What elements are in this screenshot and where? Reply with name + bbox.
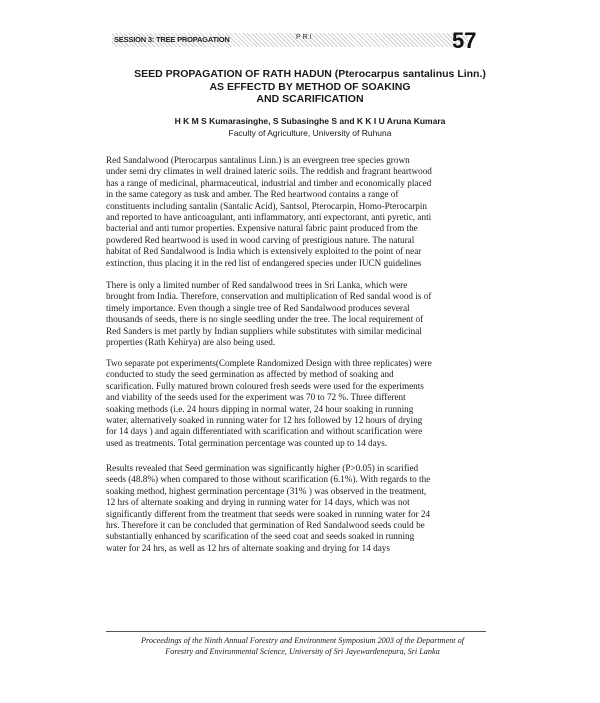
paragraph-line: conducted to study the seed germination as affected by method of soaking and [106,369,394,380]
paragraph-line: soaking method, highest germination percentage (31% ) was observed in the treatment, [106,485,427,496]
paragraph-line: water, alternatively soaked in running water for 12 hrs followed by 12 hours of drying [106,415,423,426]
authors: H K M S Kumarasinghe, S Subasinghe S and K K I U Aruna Kumara [174,116,446,126]
title-line-2: AS EFFECTD BY METHOD OF SOAKING [209,80,411,93]
paragraph-line: habitat of Red Sandalwood is India which is extensively exploited to the point of near [106,246,422,257]
paragraph-line: bacterial and anti tumor properties. Expensive natural fabric paint produced from the [106,223,418,234]
footer-line-1: Proceedings of the Ninth Annual Forestry and Environment Symposium 2003 of the Department of [141,636,464,645]
paragraph-line: There is only a limited number of Red sandalwood trees in Sri Lanka, which were [106,280,408,290]
session-label: SESSION 3: TREE PROPAGATION [114,35,230,44]
paragraph-line: has a range of medicinal, pharmaceutical, industrial and timber and economically placed [106,177,432,188]
paragraph-line: significantly different from the treatment that seeds were soaked in running water for 24 [106,508,431,519]
title-line-3: AND SCARIFICATION [256,93,364,105]
paragraph-line: timely importance. Even though a single tree of Red Sandalwood produces several [106,302,410,313]
paragraph-line: soaking methods (i.e. 24 hours dipping in normal water, 24 hour soaking in running [106,403,414,414]
paragraph-line: in the same category as tusk and amber. The Red heartwood contains a range of [106,189,399,200]
paragraph-line: scarification. Fully matured brown coloured fresh seeds were used for the experiments [106,380,424,391]
paragraph-line: hrs. Therefore it can be concluded that germination of Red Sandalwood seeds could be [106,520,425,531]
paragraph-line: 12 hrs of alternate soaking and drying in running water for 14 days, which was not [106,497,410,508]
paragraph-methods [106,358,499,449]
paragraph-line: for 14 days ) and again differentiated with scarification and without scarification were [106,426,423,437]
paragraph-line: Results revealed that Seed germination was significantly higher (P>0.05) in scarified [106,463,419,473]
paragraph-line: substantially enhanced by scarification of the seed coat and seeds soaked in running [106,531,415,542]
paragraph-line: used as treatments. Total germination percentage was counted up to 14 days. [106,437,388,448]
paragraph-line: Red Sandalwood (Pterocarpus santalinus Linn.) is an evergreen tree species grown [106,155,410,165]
footer-divider [106,631,486,632]
paragraph-line: constituents including santalin (Santalic Acid), Santsol, Pterocarpin, Homo-Pterocarpin [106,200,427,211]
proceedings-footer [106,635,499,657]
paragraph-line: Red Sanders is met partly by Indian suppliers while substitutes with similar medicinal [106,325,422,336]
header-mark: P R I [296,34,312,41]
paragraph-line: powdered Red heartwood is used in wood carving of prestigious nature. The natural [106,234,415,245]
paragraph-line: and reported to have anticoagulant, anti inflammatory, anti expectorant, anti pyretic, anti [106,212,432,223]
paragraph-intro [106,155,499,269]
paragraph-results [106,463,499,554]
paragraph-line: seeds (48.8%) when compared to those without scarification (6.1%). With regards to the [106,474,431,485]
paragraph-line: and viability of the seeds used for the experiment was 70 to 72 %. Three different [106,392,406,403]
title-line-1: SEED PROPAGATION OF RATH HADUN (Pterocarpus santalinus Linn.) [134,68,486,80]
paper-title [100,68,520,106]
paragraph-line: under semi dry climates in well drained lateric soils. The reddish and fragrant heartwood [106,166,432,177]
paragraph-line: Two separate pot experiments(Complete Randomized Design with three replicates) were [106,358,432,368]
affiliation: Faculty of Agriculture, University of Ruhuna [228,128,392,138]
paragraph-line: thousands of seeds, there is no single seedling under the tree. The local requirement of [106,314,424,325]
page-number: 57 [452,28,477,53]
paragraph-line: water for 24 hrs, as well as 12 hrs of alternate soaking and drying for 14 days [106,542,390,553]
paragraph-line: properties (Rath Kehirya) are also being used. [106,337,276,348]
footer-line-2: Forestry and Environmental Science, University of Sri Jayewardenepura, Sri Lanka [165,647,440,656]
paragraph-line: brought from India. Therefore, conservation and multiplication of Red sandal wood is of [106,291,432,302]
paragraph-line: extinction, thus placing it in the red list of endangered species under IUCN guidelines [106,257,422,268]
paragraph-sri-lanka [106,280,499,348]
